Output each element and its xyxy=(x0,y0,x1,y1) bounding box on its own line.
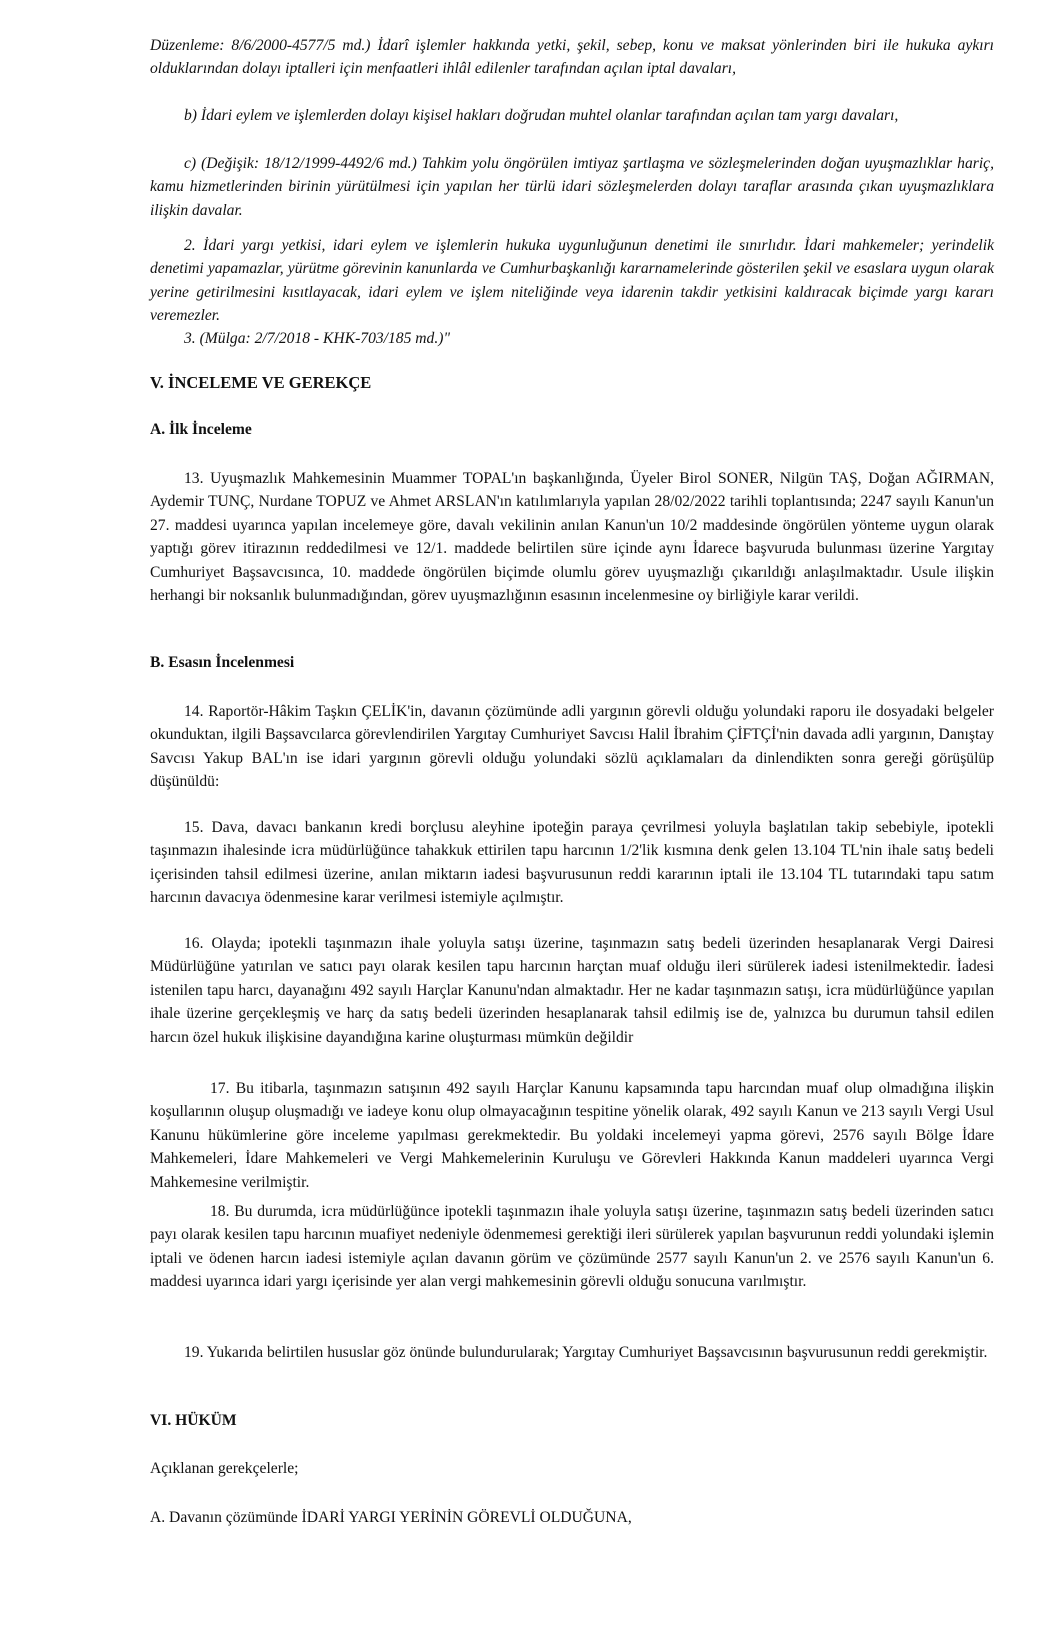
paragraph-19: 19. Yukarıda belirtilen hususlar göz önünde bulundurularak; Yargıtay Cumhuriyet Başsavcısının başvurusunun reddi gerekmiştir. xyxy=(184,1344,988,1361)
paragraph-14: 14. Raportör-Hâkim Taşkın ÇELİK'in, davanın çözümünde adli yargının görevli olduğu yolundaki raporu ile dosyadaki belgeler okunduktan, ilgili Başsavcılarca görevlendirilen Yargıtay Cumhuriyet Savcısı Halil İbrahim ÇİFTÇİ'nin davada adli yargının, Danıştay Savcısı Yakup BAL'ın ise idari yargının görevli olduğu yolundaki sözlü açıklamaları da dinlendikten sonra gereği görüşülüp düşünüldü: xyxy=(150,703,994,791)
subheading-ilk-inceleme: A. İlk İnceleme xyxy=(150,421,252,438)
section-heading-hukum: VI. HÜKÜM xyxy=(150,1412,237,1429)
quote-paragraph-c: c) (Değişik: 18/12/1999-4492/6 md.) Tahkim yolu öngörülen imtiyaz şartlaşma ve sözleşmelerinden doğan uyuşmazlıklar hariç, kamu hizmetlerinden birinin yürütülmesi için yapılan her türlü idari sözleşmelerden dolayı taraflar arasında çıkan uyuşmazlıklara ilişkin davalar. xyxy=(150,155,994,219)
quote-paragraph-3: 3. (Mülga: 2/7/2018 - KHK-703/185 md.)" xyxy=(184,330,450,347)
paragraph-17: 17. Bu itibarla, taşınmazın satışının 492 sayılı Harçlar Kanunu kapsamında tapu harcından muaf olup olmadığına ilişkin koşullarının oluşup oluşmadığı ve iadeye konu olup olmayacağının tespitine yönelik olarak, 492 sayılı Kanun ve 213 sayılı Vergi Usul Kanunu hükümlerine göre inceleme yapılması gerekmektedir. Bu yoldaki incelemeyi yapma görevi, 2576 sayılı Bölge İdare Mahkemeleri, İdare Mahkemeleri ve Vergi Mahkemelerinin Kuruluşu ve Görevleri Hakkında Kanun maddeleri uyarınca Vergi Mahkemesine verilmiştir. xyxy=(150,1080,994,1191)
subheading-esasin-incelenmesi: B. Esasın İncelenmesi xyxy=(150,654,295,671)
paragraph-18: 18. Bu durumda, icra müdürlüğünce ipotekli taşınmazın ihale yoluyla satışı üzerine, taşınmazın satış bedeli üzerinden satıcı payı olarak kesilen tapu harcının muafiyet nedeniyle ödenmemesi gerektiği ileri sürülerek yapılan başvurunun reddi yolundaki işlemin iptali ve ödenen harcın iadesi istemiyle açılan davanın görüm ve çözümünde 2577 sayılı Kanun'un 2. ve 2576 sayılı Kanun'un 6. maddesi uyarınca idari yargı içerisinde yer alan vergi mahkemesinin görevli olduğu sonucuna varılmıştır. xyxy=(150,1203,994,1291)
quote-paragraph-2: 2. İdari yargı yetkisi, idari eylem ve işlemlerin hukuka uygunluğunun denetimi ile sınırlıdır. İdari mahkemeler; yerindelik denetimi yapamazlar, yürütme görevinin kanunlarda ve Cumhurbaşkanlığı kararnamelerinde gösterilen şekil ve esaslara uygun olarak yerine getirilmesini kısıtlayacak, idari eylem ve işlem niteliğinde veya idarenin takdir yetkisini kaldıracak biçimde yargı kararı veremezler. xyxy=(150,237,994,325)
hukum-intro: Açıklanan gerekçelerle; xyxy=(150,1460,299,1477)
paragraph-16: 16. Olayda; ipotekli taşınmazın ihale yoluyla satışı üzerine, taşınmazın satış bedeli üzerinden hesaplanarak Vergi Dairesi Müdürlüğüne yatırılan ve satıcı payı olarak kesilen tapu harcının harçtan muaf olduğu ileri sürülerek iadesi istenilmektedir. İadesi istenilen tapu harcı, dayanağını 492 sayılı Harçlar Kanunu'ndan almaktadır. Her ne kadar taşınmazın satışı, icra müdürlüğünce yapılan ihale üzerine gerçekleşmiş ve harç da satış bedeli üzerinden hesaplanarak tahsil edilmiş ise de, yalnızca bu durumun tahsil edilen harcın özel hukuk ilişkisine dayandığına karine oluşturması mümkün değildir xyxy=(150,935,994,1046)
paragraph-13: 13. Uyuşmazlık Mahkemesinin Muammer TOPAL'ın başkanlığında, Üyeler Birol SONER, Nilgün TAŞ, Doğan AĞIRMAN, Aydemir TUNÇ, Nurdane TOPUZ ve Ahmet ARSLAN'ın katılımlarıyla yapılan 28/02/2022 tarihli toplantısında; 2247 sayılı Kanun'un 27. maddesi uyarınca yapılan incelemeye göre, davalı vekilinin anılan Kanun'un 10/2 maddesinde öngörülen yönteme uygun olarak yaptığı görev itirazının reddedilmesi ve 12/1. maddede belirtilen süre içinde aynı İdarece başvuruda bulunması üzerine Yargıtay Cumhuriyet Başsavcısınca, 10. maddede öngörülen biçimde olumlu görev uyuşmazlığı çıkarıldığı anlaşılmaktadır. Usule ilişkin herhangi bir noksanlık bulunmadığından, görev uyuşmazlığının esasının incelenmesine oy birliğiyle karar verildi. xyxy=(150,470,994,604)
hukum-item-a: A. Davanın çözümünde İDARİ YARGI YERİNİN GÖREVLİ OLDUĞUNA, xyxy=(150,1509,632,1526)
quote-paragraph-1: Düzenleme: 8/6/2000-4577/5 md.) İdarî işlemler hakkında yetki, şekil, sebep, konu ve maksat yönlerinden biri ile hukuka aykırı olduklarından dolayı iptalleri için menfaatleri ihlâl edilenler tarafından açılan iptal davaları, xyxy=(150,37,994,78)
quote-paragraph-b: b) İdari eylem ve işlemlerden dolayı kişisel hakları doğrudan muhtel olanlar tarafından açılan tam yargı davaları, xyxy=(184,107,899,124)
paragraph-15: 15. Dava, davacı bankanın kredi borçlusu aleyhine ipoteğin paraya çevrilmesi yoluyla başlatılan takip sebebiyle, ipotekli taşınmazın ihalesinde icra müdürlüğünce tahakkuk ettirilen tapu harcının 1/2'lik kısmına denk gelen 13.104 TL'nin ihale satış bedeli içerisinden tahsil edilmesi üzerine, anılan miktarın iadesi başvurusunun reddi kararının iptali ile 13.104 TL tutarındaki tapu satım harcının davacıya ödenmesine karar verilmesi istemiyle açılmıştır. xyxy=(150,819,994,907)
section-heading-inceleme: V. İNCELEME VE GEREKÇE xyxy=(150,373,372,392)
